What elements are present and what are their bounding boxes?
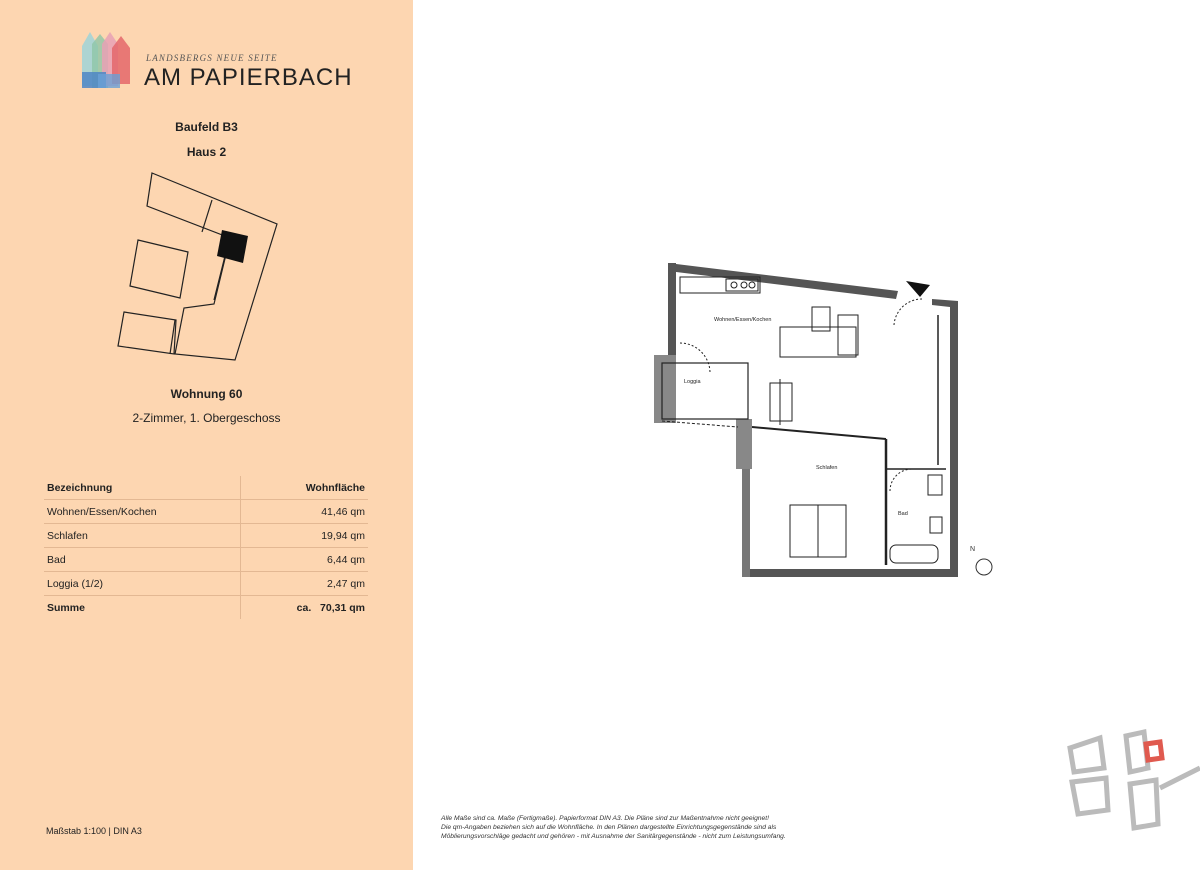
- brand-name: AM PAPIERBACH: [144, 64, 353, 91]
- header-value: Wohnfläche: [241, 476, 368, 500]
- apartment-subtitle: 2-Zimmer, 1. Obergeschoss: [132, 411, 281, 425]
- table-row: [44, 548, 368, 572]
- total-prefix: ca.: [296, 601, 312, 614]
- apartment-highlight: [217, 230, 248, 263]
- room-label-loggia: Loggia: [684, 379, 701, 385]
- room-label-bath: Bad: [898, 511, 908, 517]
- total-value: 70,31 qm: [320, 601, 365, 614]
- header-label: Bezeichnung: [44, 476, 241, 500]
- sidebar-panel: [0, 0, 413, 870]
- north-arrow-icon: [970, 546, 992, 577]
- north-label: N: [970, 546, 976, 553]
- table-header-row: [44, 476, 368, 500]
- area-table: [44, 476, 368, 619]
- key-plan-diagram: [110, 168, 290, 368]
- table-row: [44, 500, 368, 524]
- site-map-icon: [1060, 728, 1200, 838]
- scale-label: Maßstab 1:100 | DIN A3: [46, 826, 142, 836]
- haus-label: Haus 2: [186, 145, 227, 159]
- entrance-marker-icon: [906, 281, 930, 297]
- total-label: Summe: [47, 601, 85, 614]
- apartment-title: Wohnung 60: [170, 387, 243, 401]
- table-row: [44, 572, 368, 596]
- note-line: Die qm-Angaben beziehen sich auf die Wohnfläche. In den Plänen dargestellte Einrichtungsgegenstände sind als: [441, 824, 777, 832]
- brand-tagline: LANDSBERGS NEUE SEITE: [146, 53, 278, 63]
- note-line: Möblierungsvorschläge gedacht und gehören - mit Ausnahme der Sanitärgegenstände - nicht zum Leistungsumfang.: [441, 833, 786, 841]
- floor-plan: [640, 255, 1010, 595]
- disclaimer-note: [441, 814, 861, 841]
- row-value: 6,44 qm: [241, 548, 368, 572]
- note-line: Alle Maße sind ca. Maße (Fertigmaße). Papierformat DIN A3. Die Pläne sind zur Maßentnahme nicht geeignet!: [441, 815, 769, 822]
- row-label: Schlafen: [44, 524, 241, 548]
- row-value: 19,94 qm: [241, 524, 368, 548]
- room-label-living: Wohnen/Essen/Kochen: [714, 317, 772, 323]
- table-row: [44, 524, 368, 548]
- room-label-bedroom: Schlafen: [816, 465, 838, 471]
- table-total-row: [44, 596, 368, 620]
- row-value: 41,46 qm: [241, 500, 368, 524]
- row-label: Wohnen/Essen/Kochen: [44, 500, 241, 524]
- row-value: 2,47 qm: [241, 572, 368, 596]
- row-label: Loggia (1/2): [44, 572, 241, 596]
- row-label: Bad: [44, 548, 241, 572]
- baufeld-label: Baufeld B3: [175, 120, 238, 134]
